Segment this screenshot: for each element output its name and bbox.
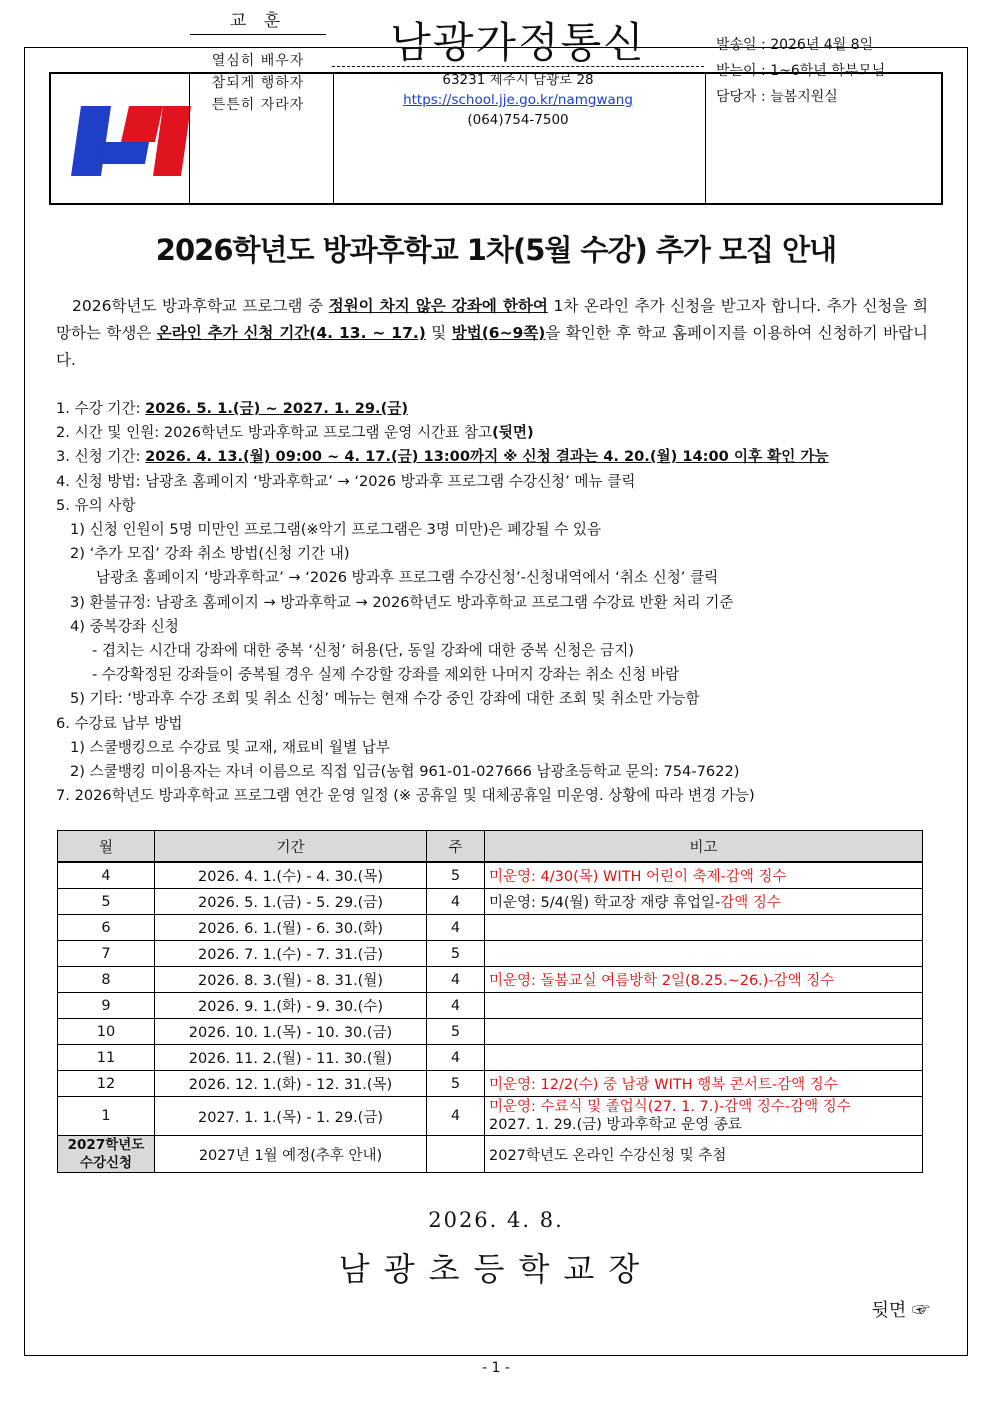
intro-highlight: 정원이 차지 않은 강좌에 한하여 bbox=[328, 297, 548, 315]
month-cell: 1 bbox=[58, 1097, 155, 1136]
issue-contact: 담당자 : 늘봄지원실 bbox=[716, 89, 838, 105]
note-text: 미운영: 5/4(월) 학교장 재량 휴업일- bbox=[489, 895, 721, 911]
month-cell: 12 bbox=[58, 1071, 155, 1097]
weeks-cell: 4 bbox=[427, 1045, 485, 1071]
note-cell bbox=[485, 1071, 923, 1097]
notice-list bbox=[56, 397, 936, 808]
list-item: 5. 유의 사항 bbox=[56, 496, 136, 514]
list-item: 1. 수강 기간: 2026. 5. 1.(금) ~ 2027. 1. 29.(금) bbox=[56, 400, 409, 417]
motto-title: 교 훈 bbox=[229, 11, 287, 31]
note-cell bbox=[485, 941, 923, 967]
motto-line: 열심히 배우자 bbox=[211, 53, 305, 69]
period-cell: 2026. 11. 2.(월) - 11. 30.(월) bbox=[155, 1045, 427, 1071]
note-highlight: 미운영: 4/30(목) WITH 어린이 축제-감액 징수 bbox=[489, 869, 787, 885]
weeks-cell: 5 bbox=[427, 941, 485, 967]
intro-text: 2026학년도 방과후학교 프로그램 중 bbox=[72, 297, 329, 315]
period-cell: 2027. 1. 1.(목) - 1. 29.(금) bbox=[155, 1097, 427, 1136]
note-highlight: 감액 징수 bbox=[720, 895, 781, 911]
month-cell: 5 bbox=[58, 889, 155, 915]
weeks-cell: 5 bbox=[427, 1071, 485, 1097]
note-cell bbox=[485, 993, 923, 1019]
intro-text: 1차 온라인 추가 신청을 받고자 합니다. 추가 신청을 희망하는 학생은 bbox=[56, 297, 928, 342]
list-item: 남광초 홈페이지 ‘방과후학교’ → ‘2026 방과후 프로그램 수강신청’-신청내역에서 ‘취소 신청’ 클릭 bbox=[96, 569, 719, 587]
month-cell: 7 bbox=[58, 941, 155, 967]
period-cell: 2026. 8. 3.(월) - 8. 31.(월) bbox=[155, 967, 427, 993]
column-header: 기간 bbox=[155, 831, 427, 863]
note-text: 2027. 1. 29.(금) 방과후학교 운영 종료 bbox=[489, 1117, 742, 1133]
issue-footer-date: 2026. 4. 8. bbox=[428, 1208, 564, 1232]
period-cell: 2027년 1월 예정(추후 안내) bbox=[155, 1136, 427, 1173]
note-cell bbox=[485, 1019, 923, 1045]
note-highlight: 미운영: 수료식 및 졸업식(27. 1. 7.)-감액 징수-감액 징수 bbox=[489, 1099, 851, 1115]
intro-highlight: 방법(6~9쪽) bbox=[451, 324, 546, 342]
weeks-cell: 4 bbox=[427, 889, 485, 915]
list-item: 4. 신청 방법: 남광초 홈페이지 ‘방과후학교’ → ‘2026 방과후 프로그램 수강신청’ 메뉴 클릭 bbox=[56, 472, 636, 490]
weeks-cell: 4 bbox=[427, 915, 485, 941]
note-highlight: 미운영: 돌봄교실 여름방학 2일(8.25.~26.)-감액 징수 bbox=[489, 973, 835, 989]
month-cell: 9 bbox=[58, 993, 155, 1019]
school-address: 63231 제주시 남광로 28 bbox=[442, 72, 594, 88]
weeks-cell: 5 bbox=[427, 862, 485, 889]
weeks-cell: 4 bbox=[427, 1097, 485, 1136]
month-cell: 6 bbox=[58, 915, 155, 941]
newsletter-name: 남광가정통신 bbox=[390, 18, 646, 67]
note-cell bbox=[485, 889, 923, 915]
table-row bbox=[58, 941, 923, 967]
note-cell bbox=[485, 862, 923, 889]
list-item: 1) 스쿨뱅킹으로 수강료 및 교재, 재료비 월별 납부 bbox=[70, 738, 390, 756]
intro-text: 및 bbox=[425, 324, 452, 342]
see-back-note: 뒷면 ☞ bbox=[871, 1300, 930, 1321]
school-address-block bbox=[332, 70, 704, 130]
column-header: 월 bbox=[58, 831, 155, 863]
column-header: 주 bbox=[427, 831, 485, 863]
list-item: 3. 신청 기간: 2026. 4. 13.(월) 09:00 ~ 4. 17.(금) 13:00까지 ※ 신청 결과는 4. 20.(월) 14:00 이후 확인 가능 bbox=[56, 448, 829, 466]
table-row bbox=[58, 967, 923, 993]
note-cell bbox=[485, 1097, 923, 1136]
table-row bbox=[58, 1045, 923, 1071]
period-cell: 2026. 10. 1.(목) - 10. 30.(금) bbox=[155, 1019, 427, 1045]
principal-signature: 남광초등학교장 bbox=[338, 1250, 654, 1288]
table-row bbox=[58, 1071, 923, 1097]
weeks-cell bbox=[427, 1136, 485, 1173]
list-item: 2) 스쿨뱅킹 미이용자는 자녀 이름으로 직접 입금(농협 961-01-027666 남광초등학교 문의: 754-7622) bbox=[70, 763, 740, 781]
note-cell bbox=[485, 915, 923, 941]
period-cell: 2026. 9. 1.(화) - 9. 30.(수) bbox=[155, 993, 427, 1019]
note-highlight: 미운영: 12/2(수) 중 남광 WITH 행복 콘서트-감액 징수 bbox=[489, 1077, 838, 1093]
motto bbox=[190, 50, 326, 116]
page-number: - 1 - bbox=[482, 1360, 510, 1376]
month-cell: 4 bbox=[58, 862, 155, 889]
month-cell: 11 bbox=[58, 1045, 155, 1071]
period-cell: 2026. 6. 1.(월) - 6. 30.(화) bbox=[155, 915, 427, 941]
school-logo-icon bbox=[71, 102, 191, 180]
schedule-table bbox=[57, 830, 923, 1173]
issue-date: 발송일 : 2026년 4월 8일 bbox=[716, 37, 874, 53]
month-cell bbox=[58, 1136, 155, 1173]
issue-meta bbox=[716, 32, 892, 110]
note-cell bbox=[485, 1045, 923, 1071]
month-cell: 8 bbox=[58, 967, 155, 993]
intro-highlight: 온라인 추가 신청 기간(4. 13. ~ 17.) bbox=[156, 324, 426, 342]
motto-divider bbox=[190, 34, 326, 35]
month-text: 수강신청 bbox=[79, 1155, 133, 1171]
issue-recipient: 받는이 : 1~6학년 학부모님 bbox=[716, 63, 886, 79]
header-divider bbox=[705, 74, 706, 203]
table-header-row bbox=[58, 831, 923, 863]
table-row bbox=[58, 1136, 923, 1173]
list-item: 1) 신청 인원이 5명 미만인 프로그램(※악기 프로그램은 3명 미만)은 폐강될 수 있음 bbox=[70, 521, 602, 539]
table-row bbox=[58, 993, 923, 1019]
period-cell: 2026. 12. 1.(화) - 12. 31.(목) bbox=[155, 1071, 427, 1097]
document-title: 2026학년도 방과후학교 1차(5월 수강) 추가 모집 안내 bbox=[155, 233, 837, 267]
month-text: 2027학년도 bbox=[67, 1137, 145, 1153]
weeks-cell: 5 bbox=[427, 1019, 485, 1045]
period-cell: 2026. 7. 1.(수) - 7. 31.(금) bbox=[155, 941, 427, 967]
period-cell: 2026. 5. 1.(금) - 5. 29.(금) bbox=[155, 889, 427, 915]
note-cell bbox=[485, 967, 923, 993]
list-item: 7. 2026학년도 방과후학교 프로그램 연간 운영 일정 (※ 공휴일 및 대체공휴일 미운영. 상황에 따라 변경 가능) bbox=[56, 787, 755, 805]
list-item: 3) 환불규정: 남광초 홈페이지 → 방과후학교 → 2026학년도 방과후학교 프로그램 수강료 반환 처리 기준 bbox=[70, 593, 734, 611]
table-row bbox=[58, 889, 923, 915]
month-cell: 10 bbox=[58, 1019, 155, 1045]
list-item: 2) ‘추가 모집’ 강좌 취소 방법(신청 기간 내) bbox=[70, 545, 350, 563]
list-item: - 수강확정된 강좌들이 중복될 경우 실제 수강할 강좌를 제외한 나머지 강좌는 취소 신청 바람 bbox=[92, 666, 680, 684]
list-item: - 겹치는 시간대 강좌에 대한 중복 ‘신청’ 허용(단, 동일 강좌에 대한 중복 신청은 금지) bbox=[92, 642, 635, 660]
note-cell: 2027학년도 온라인 수강신청 및 추첨 bbox=[485, 1136, 923, 1173]
table-row bbox=[58, 862, 923, 889]
weeks-cell: 4 bbox=[427, 993, 485, 1019]
weeks-cell: 4 bbox=[427, 967, 485, 993]
motto-line: 튼튼히 자라자 bbox=[211, 97, 305, 113]
motto-line: 참되게 행하자 bbox=[211, 75, 305, 91]
school-phone: (064)754-7500 bbox=[467, 112, 569, 128]
table-row bbox=[58, 1097, 923, 1136]
list-item: 5) 기타: ‘방과후 수강 조회 및 취소 신청’ 메뉴는 현재 수강 중인 강좌에 대한 조회 및 취소만 가능함 bbox=[70, 690, 700, 708]
column-header: 비고 bbox=[485, 831, 923, 863]
intro-text: 을 확인한 후 학교 홈페이지를 이용하여 신청하기 바랍니다. bbox=[56, 324, 929, 369]
list-item: 2. 시간 및 인원: 2026학년도 방과후학교 프로그램 운영 시간표 참고(뒷면) bbox=[56, 424, 534, 442]
list-item: 4) 중복강좌 신청 bbox=[70, 617, 179, 635]
school-website-link[interactable]: https://school.jje.go.kr/namgwang bbox=[403, 92, 633, 108]
list-item: 6. 수강료 납부 방법 bbox=[56, 714, 183, 732]
period-cell: 2026. 4. 1.(수) - 4. 30.(목) bbox=[155, 862, 427, 889]
table-row bbox=[58, 1019, 923, 1045]
table-row bbox=[58, 915, 923, 941]
address-divider bbox=[332, 66, 704, 67]
intro-paragraph bbox=[56, 293, 928, 374]
